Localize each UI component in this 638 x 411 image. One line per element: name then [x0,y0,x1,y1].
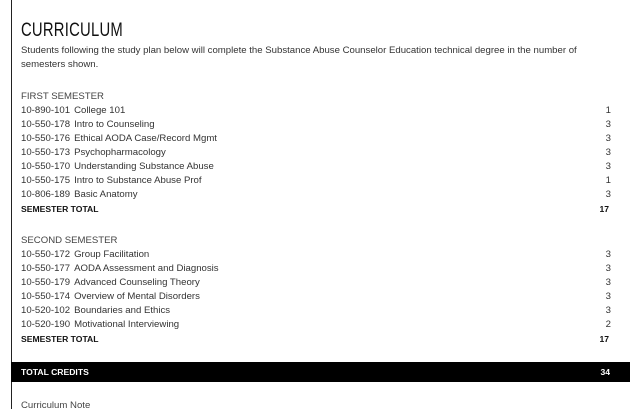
course-code: 10-550-174 [21,291,71,302]
course-info [21,188,138,202]
semester-total-label: SEMESTER TOTAL [21,204,99,214]
intro-text: Students following the study plan below will complete the Substance Abuse Counselor Education technical degree in the number of semesters shown. [21,45,577,70]
course-credits: 3 [605,119,611,130]
course-code: 10-520-102 [21,305,71,316]
course-list [21,104,619,202]
semester-block-second [21,234,619,346]
course-name: Basic Anatomy [74,189,138,200]
course-info [21,146,166,160]
course-row [21,262,619,276]
course-name: AODA Assessment and Diagnosis [74,263,219,274]
course-info [21,132,217,146]
course-row [21,174,619,188]
course-name: College 101 [74,105,126,116]
course-code: 10-550-172 [21,249,71,260]
course-name: Motivational Interviewing [74,319,180,330]
total-credits-label: TOTAL CREDITS [21,367,89,377]
course-row [21,118,619,132]
course-row [21,104,619,118]
course-name: Understanding Substance Abuse [74,161,214,172]
course-code: 10-890-101 [21,105,71,116]
course-name: Intro to Counseling [74,119,155,130]
course-credits: 3 [605,161,611,172]
course-info [21,104,125,118]
course-row [21,188,619,202]
semester-block-first [21,90,619,216]
semester-total-value: 17 [599,204,609,214]
course-credits: 3 [605,189,611,200]
course-info [21,248,149,262]
course-code: 10-550-170 [21,161,71,172]
course-name: Intro to Substance Abuse Prof [74,175,202,186]
course-credits: 3 [605,263,611,274]
curriculum-section [21,0,619,346]
course-credits: 1 [605,105,611,116]
course-credits: 3 [605,147,611,158]
semester-total-label: SEMESTER TOTAL [21,334,99,344]
course-row [21,290,619,304]
left-border-rule [11,0,12,409]
course-info [21,318,179,332]
total-credits-value: 34 [600,367,610,377]
curriculum-note-heading: Curriculum Note [21,400,91,411]
course-code: 10-550-173 [21,147,71,158]
course-row [21,276,619,290]
semester-total-row [21,332,619,346]
course-info [21,262,219,276]
course-code: 10-520-190 [21,319,71,330]
semester-heading: SECOND SEMESTER [21,235,118,246]
course-name: Psychopharmacology [74,147,166,158]
course-info [21,118,155,132]
course-code: 10-550-176 [21,133,71,144]
course-credits: 3 [605,133,611,144]
course-info [21,304,170,318]
course-credits: 3 [605,249,611,260]
course-credits: 2 [605,319,611,330]
course-row [21,304,619,318]
course-credits: 3 [605,305,611,316]
course-name: Overview of Mental Disorders [74,291,200,302]
course-row [21,318,619,332]
course-code: 10-550-177 [21,263,71,274]
course-info [21,290,200,304]
course-name: Ethical AODA Case/Record Mgmt [74,133,217,144]
course-credits: 1 [605,175,611,186]
course-info [21,174,202,188]
course-info [21,276,200,290]
semester-total-row [21,202,619,216]
semester-heading: FIRST SEMESTER [21,91,104,102]
course-code: 10-806-189 [21,189,71,200]
semester-total-value: 17 [599,334,609,344]
total-credits-bar [11,362,630,382]
course-row [21,248,619,262]
course-list [21,248,619,332]
course-code: 10-550-175 [21,175,71,186]
course-info [21,160,214,174]
course-row [21,132,619,146]
course-row [21,160,619,174]
course-name: Group Facilitation [74,249,150,260]
course-credits: 3 [605,277,611,288]
page-title: CURRICULUM [21,20,123,41]
course-credits: 3 [605,291,611,302]
course-code: 10-550-178 [21,119,71,130]
course-name: Advanced Counseling Theory [74,277,200,288]
course-row [21,146,619,160]
course-code: 10-550-179 [21,277,71,288]
course-name: Boundaries and Ethics [74,305,171,316]
